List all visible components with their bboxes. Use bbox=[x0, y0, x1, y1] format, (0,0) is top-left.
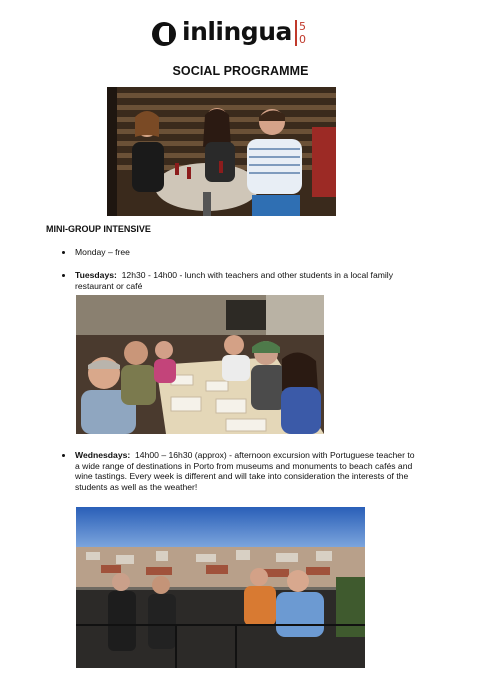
item-text: 12h30 - 14h00 - lunch with teachers and other students in a local family restaurant or café bbox=[75, 270, 393, 291]
item-text: Monday – free bbox=[75, 247, 130, 257]
badge-top: 5 bbox=[299, 20, 306, 33]
anniversary-badge bbox=[295, 20, 321, 46]
photo-restaurant-lunch bbox=[76, 295, 324, 434]
photo-porto-viewpoint bbox=[76, 507, 365, 668]
item-day: Wednesdays: bbox=[75, 450, 131, 460]
list-item bbox=[75, 270, 415, 291]
photo-cafe-toast bbox=[107, 87, 336, 216]
badge-bottom: 0 bbox=[299, 33, 306, 46]
logo-wordmark: inlingua bbox=[182, 17, 292, 46]
logo-mark-icon bbox=[152, 22, 176, 46]
page-title: SOCIAL PROGRAMME bbox=[172, 64, 309, 78]
item-text: 14h00 – 16h30 (approx) - afternoon excursion with Portuguese teacher to a wide range of destinations in Porto from museums and monuments to beach cafés and wine tastings. Every week is different and will take into consideration the interests of the students as well as the weather! bbox=[75, 450, 415, 492]
list-item bbox=[75, 450, 415, 492]
list-item bbox=[75, 247, 415, 258]
item-day: Tuesdays: bbox=[75, 270, 117, 280]
inlingua-logo bbox=[152, 18, 332, 52]
section-heading: MINI-GROUP INTENSIVE bbox=[46, 224, 151, 234]
